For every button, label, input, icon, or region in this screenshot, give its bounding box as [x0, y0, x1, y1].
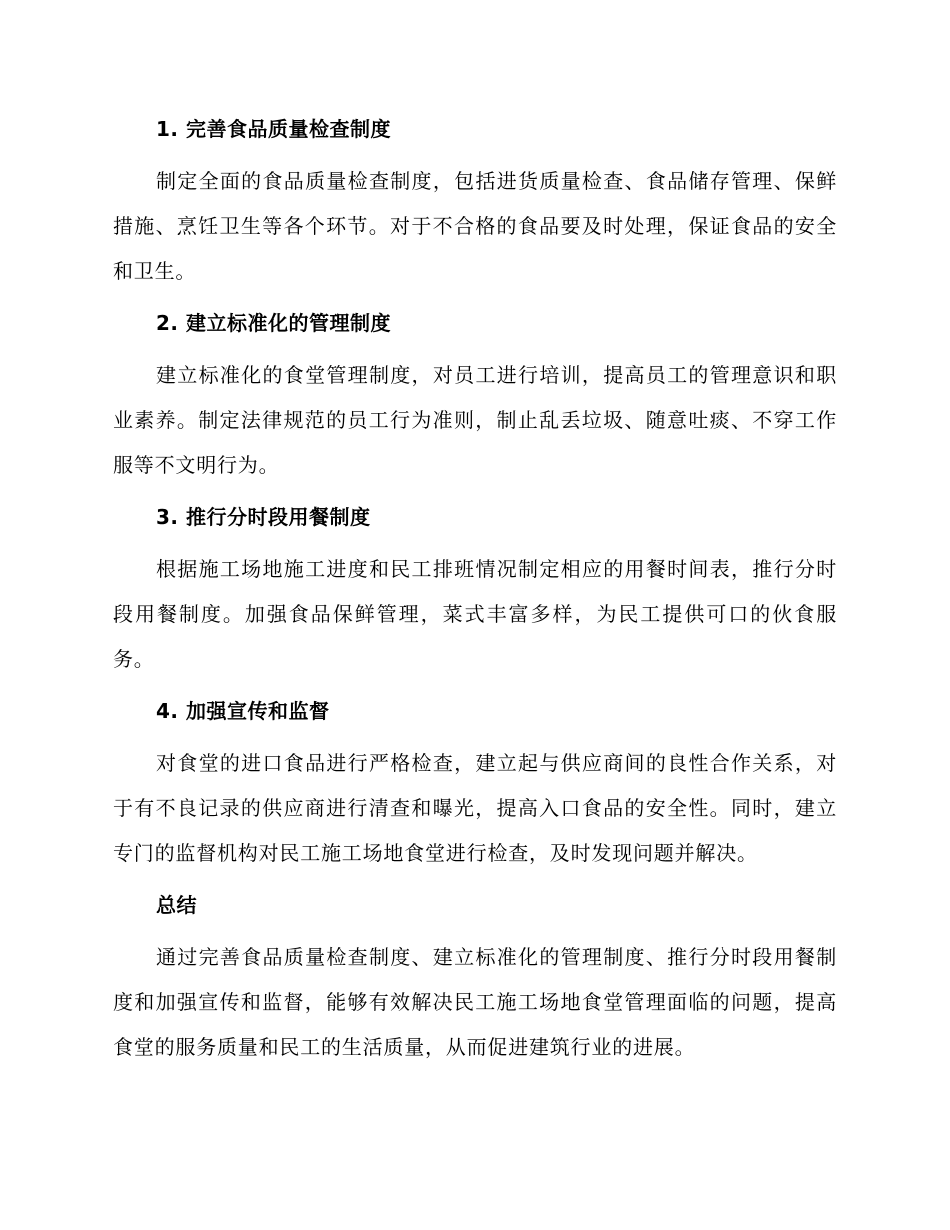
section-meal-scheduling	[113, 500, 837, 682]
section-standard-management	[113, 306, 837, 488]
section-paragraph: 根据施工场地施工进度和民工排班情况制定相应的用餐时间表，推行分时段用餐制度。加强食品保鲜管理，菜式丰富多样，为民工提供可口的伙食服务。	[113, 557, 837, 671]
section-heading: 2. 建立标准化的管理制度	[156, 311, 391, 335]
section-quality-check	[113, 112, 837, 294]
section-heading: 3. 推行分时段用餐制度	[156, 505, 371, 529]
section-publicity-supervision	[113, 694, 837, 876]
section-heading: 总结	[156, 893, 197, 917]
section-summary	[113, 888, 837, 1070]
section-paragraph: 对食堂的进口食品进行严格检查，建立起与供应商间的良性合作关系，对于有不良记录的供应商进行清查和曝光，提高入口食品的安全性。同时，建立专门的监督机构对民工施工场地食堂进行检查，及时发现问题并解决。	[113, 751, 837, 865]
section-heading: 4. 加强宣传和监督	[156, 699, 330, 723]
section-paragraph: 通过完善食品质量检查制度、建立标准化的管理制度、推行分时段用餐制度和加强宣传和监督，能够有效解决民工施工场地食堂管理面临的问题，提高食堂的服务质量和民工的生活质量，从而促进建筑行业的进展。	[113, 945, 837, 1059]
section-paragraph: 制定全面的食品质量检查制度，包括进货质量检查、食品储存管理、保鲜措施、烹饪卫生等各个环节。对于不合格的食品要及时处理，保证食品的安全和卫生。	[113, 169, 837, 283]
document-content	[113, 112, 837, 1082]
section-heading: 1. 完善食品质量检查制度	[156, 117, 391, 141]
section-paragraph: 建立标准化的食堂管理制度，对员工进行培训，提高员工的管理意识和职业素养。制定法律规范的员工行为准则，制止乱丢垃圾、随意吐痰、不穿工作服等不文明行为。	[113, 363, 837, 477]
